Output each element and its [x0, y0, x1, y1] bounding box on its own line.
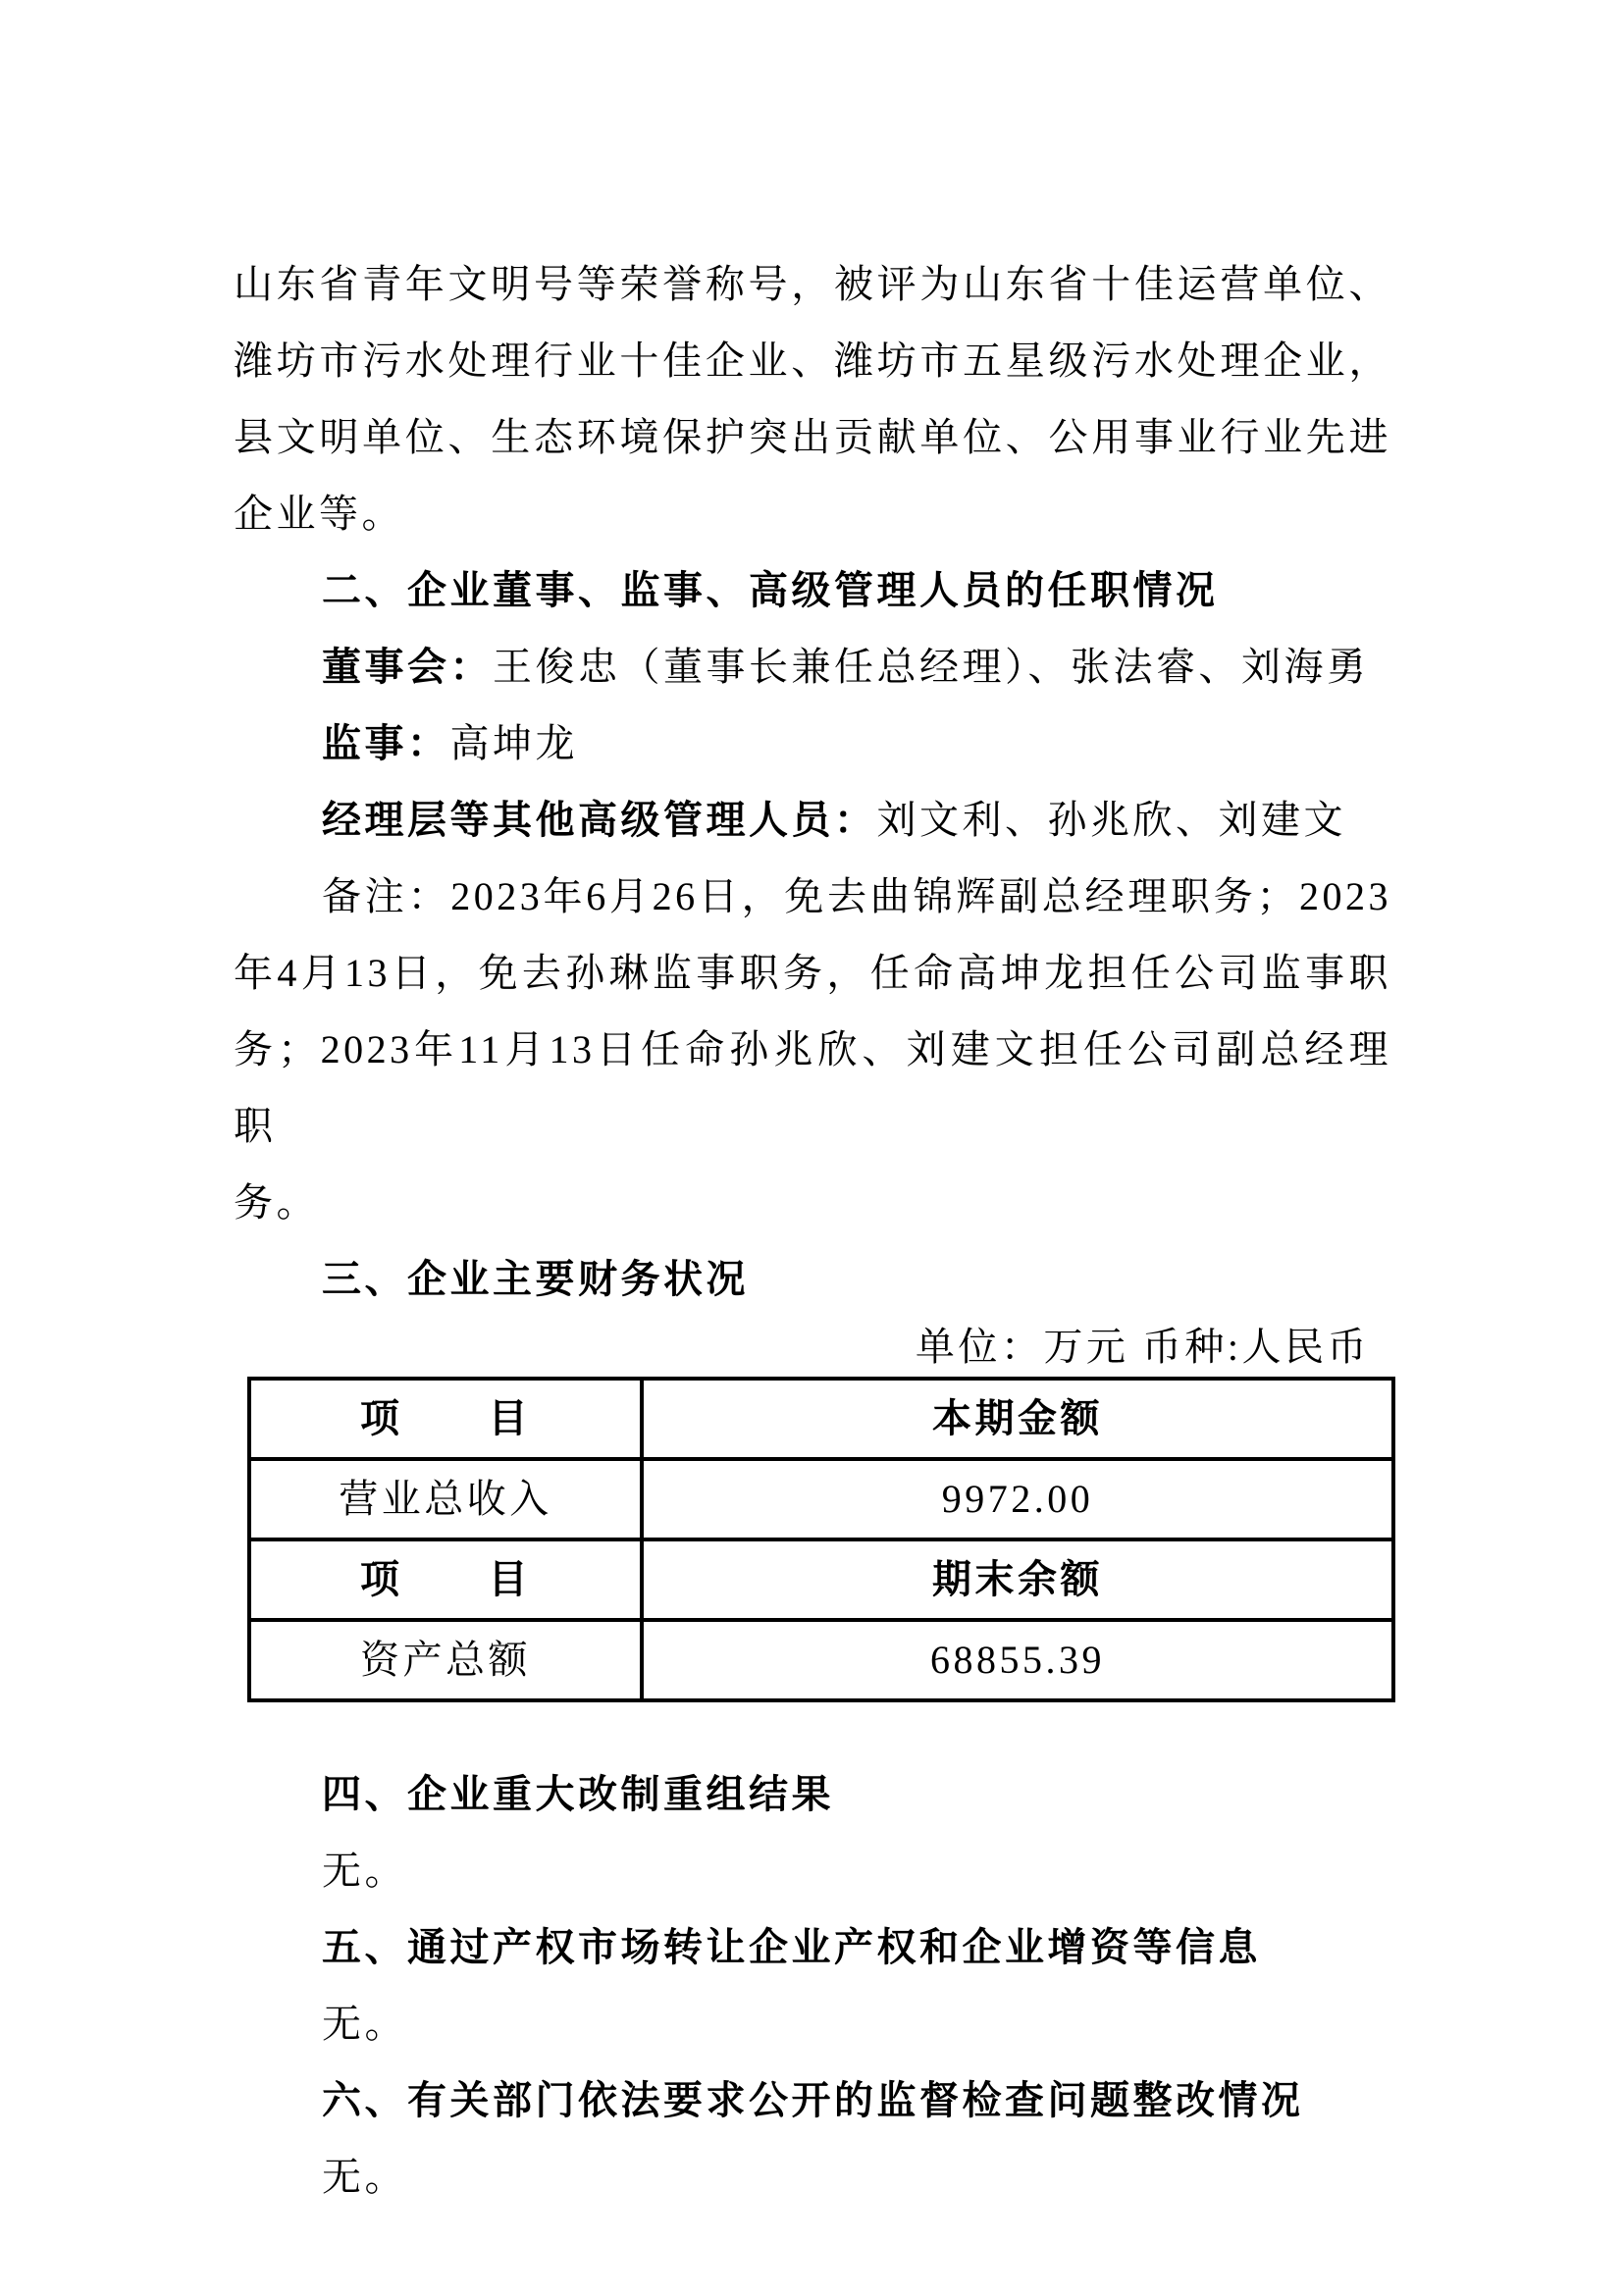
- amount-header-cell: 期末余额: [642, 1539, 1393, 1620]
- section-heading-four: 四、企业重大改制重组结果: [322, 1772, 834, 1816]
- section-heading-three: 三、企业主要财务状况: [322, 1257, 749, 1301]
- section-five-content: 无。: [322, 2002, 407, 2046]
- table-row: [249, 1620, 1393, 1700]
- supervisor-value: 高坤龙: [449, 721, 578, 765]
- section-four-content: 无。: [322, 1849, 407, 1893]
- honors-paragraph: [234, 246, 1391, 552]
- paragraph-line: 企业等。: [234, 492, 404, 536]
- item-header-cell: 项 目: [249, 1379, 642, 1459]
- table-header-row: [249, 1539, 1393, 1620]
- section-heading-five: 五、通过产权市场转让企业产权和企业增资等信息: [322, 1925, 1261, 1969]
- paragraph-line: 山东省青年文明号等荣誉称号，被评为山东省十佳运营单位、: [234, 262, 1391, 306]
- amount-header-cell: 本期金额: [642, 1379, 1393, 1459]
- table-header-row: [249, 1379, 1393, 1459]
- remark-line: 年4月13日，免去孙琳监事职务，任命高坤龙担任公司监事职: [234, 951, 1391, 995]
- paragraph-line: 潍坊市污水处理行业十佳企业、潍坊市五星级污水处理企业，: [234, 339, 1391, 383]
- currency-unit-note: 单位：万元 币种:人民币: [915, 1325, 1370, 1369]
- board-members-line: [234, 629, 1391, 705]
- amount-cell: 68855.39: [642, 1620, 1393, 1700]
- section-six-content: 无。: [322, 2155, 407, 2199]
- board-value: 王俊忠（董事长兼任总经理）、张法睿、刘海勇: [493, 645, 1370, 689]
- item-header-cell: 项 目: [249, 1539, 642, 1620]
- amount-cell: 9972.00: [642, 1459, 1393, 1539]
- managers-value: 刘文利、孙兆欣、刘建文: [876, 798, 1346, 842]
- remark-line: 务。: [234, 1180, 319, 1225]
- remark-paragraph: [234, 859, 1391, 1241]
- financial-table: [247, 1377, 1395, 1702]
- section-heading-six: 六、有关部门依法要求公开的监督检查问题整改情况: [322, 2078, 1304, 2122]
- item-cell: 营业总收入: [249, 1459, 642, 1539]
- section-heading-two: 二、企业董事、监事、高级管理人员的任职情况: [322, 568, 1219, 612]
- supervisor-label: 监事：: [322, 721, 450, 765]
- supervisor-line: [234, 705, 1391, 782]
- board-label: 董事会：: [322, 645, 493, 689]
- remark-line: 务；2023年11月13日任命孙兆欣、刘建文担任公司副总经理职: [234, 1027, 1391, 1148]
- managers-label: 经理层等其他高级管理人员：: [322, 798, 877, 842]
- paragraph-line: 县文明单位、生态环境保护突出贡献单位、公用事业行业先进: [234, 415, 1391, 459]
- remark-line: 备注：2023年6月26日，免去曲锦辉副总经理职务；2023: [322, 874, 1391, 918]
- item-cell: 资产总额: [249, 1620, 642, 1700]
- managers-line: [234, 782, 1391, 859]
- table-row: [249, 1459, 1393, 1539]
